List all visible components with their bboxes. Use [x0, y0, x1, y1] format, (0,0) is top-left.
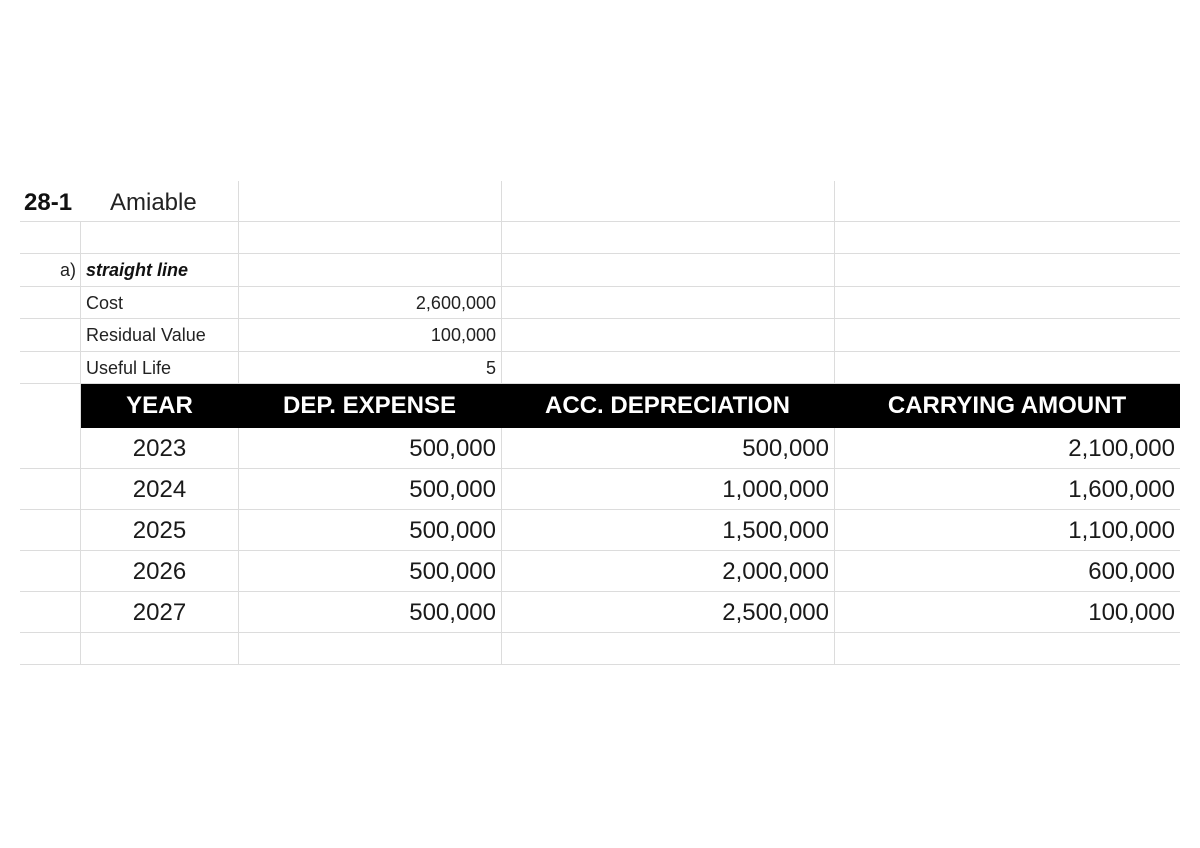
cell-dep-expense: 500,000 [409, 557, 496, 585]
method-prefix: a) [59, 259, 76, 280]
header-acc-depreciation: ACC. DEPRECIATION [545, 392, 790, 419]
problem-number: 28-1 [24, 189, 73, 216]
cell-carrying-amount: 1,600,000 [1068, 475, 1175, 503]
method-label: straight line [86, 259, 189, 280]
cell-dep-expense: 500,000 [409, 475, 496, 503]
cell-carrying-amount: 100,000 [1088, 598, 1175, 626]
input-label-useful-life: Useful Life [86, 357, 172, 378]
input-label-cost: Cost [86, 292, 124, 313]
cell-carrying-amount: 600,000 [1088, 557, 1175, 585]
input-value-useful-life: 5 [485, 357, 496, 378]
cell-year: 2024 [132, 475, 187, 503]
gridline [20, 351, 1180, 352]
cell-carrying-amount: 1,100,000 [1068, 516, 1175, 544]
input-label-residual-value: Residual Value [86, 324, 206, 345]
cell-year: 2025 [132, 516, 187, 544]
cell-dep-expense: 500,000 [409, 434, 496, 462]
cell-carrying-amount: 2,100,000 [1068, 434, 1175, 462]
cell-acc-depreciation: 1,000,000 [722, 475, 829, 503]
gridline [20, 664, 1180, 665]
cell-acc-depreciation: 500,000 [742, 434, 829, 462]
cell-year: 2023 [132, 434, 187, 462]
gridline [20, 286, 1180, 287]
input-value-residual-value: 100,000 [430, 324, 496, 345]
cell-dep-expense: 500,000 [409, 598, 496, 626]
cell-year: 2026 [132, 557, 187, 585]
cell-acc-depreciation: 1,500,000 [722, 516, 829, 544]
cell-dep-expense: 500,000 [409, 516, 496, 544]
header-carrying-amount: CARRYING AMOUNT [887, 392, 1127, 419]
input-value-cost: 2,600,000 [415, 292, 496, 313]
gridline [20, 253, 1180, 254]
cell-acc-depreciation: 2,500,000 [722, 598, 829, 626]
header-year: YEAR [126, 392, 193, 419]
cell-year: 2027 [132, 598, 187, 626]
problem-name: Amiable [110, 189, 197, 216]
cell-acc-depreciation: 2,000,000 [722, 557, 829, 585]
header-dep-expense: DEP. EXPENSE [283, 392, 456, 419]
